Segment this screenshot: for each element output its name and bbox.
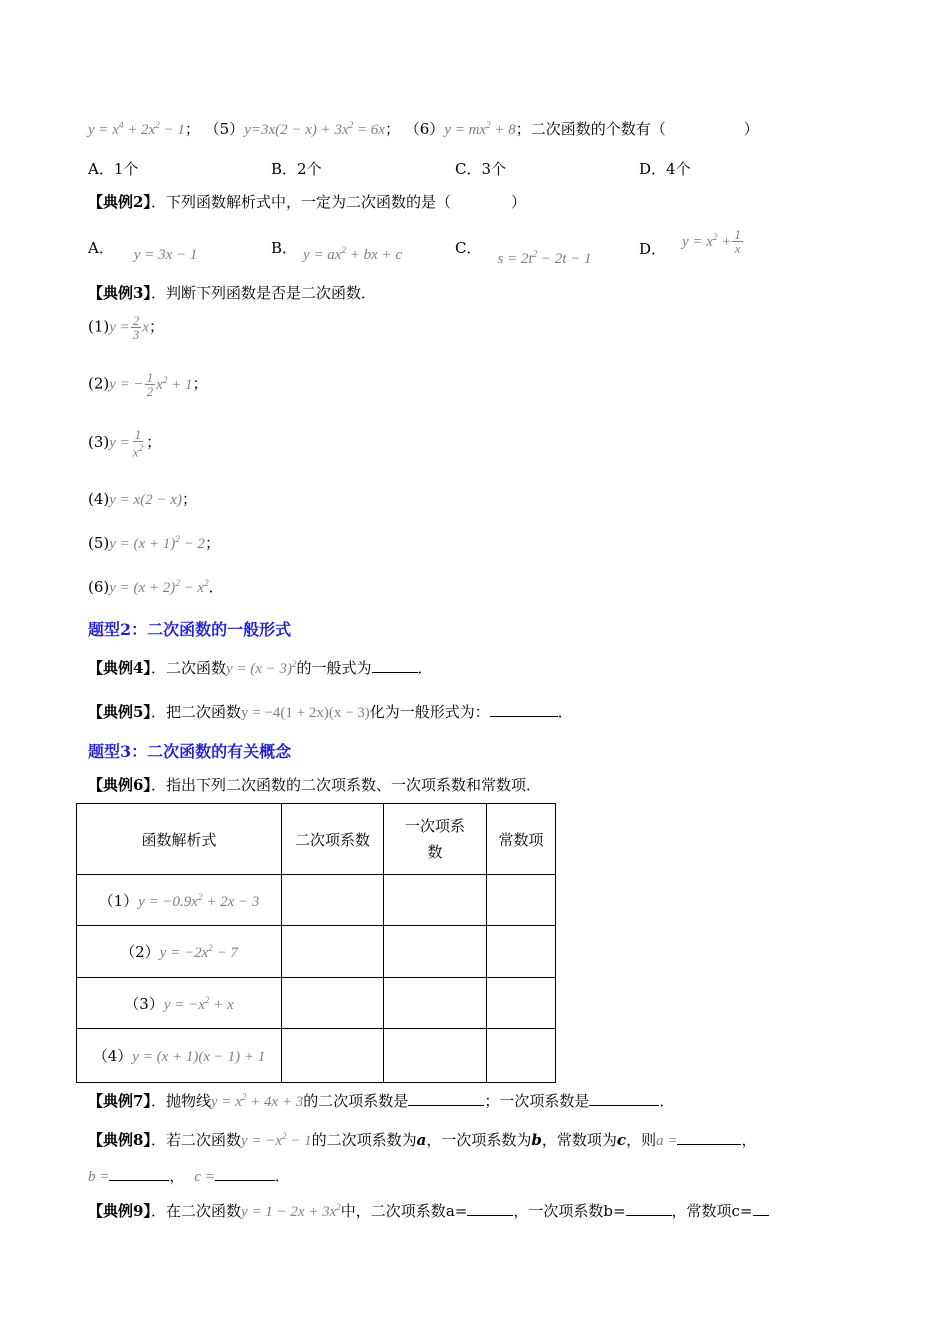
answer-blank[interactable] <box>626 1201 672 1216</box>
option-c: C．3个 <box>455 160 507 178</box>
example-4: 【典例4】．二次函数$y = (x - 3)^2$的一般式为 ． <box>88 659 433 677</box>
label-5: （5） <box>204 120 245 138</box>
answer-cell[interactable] <box>487 978 556 1029</box>
answer-blank[interactable] <box>490 702 558 717</box>
eq-4: $y = x^4 + 2x^2 - 1$ <box>88 120 185 138</box>
answer-blank[interactable] <box>753 1201 769 1216</box>
example-8-cont: b = ， c = ． <box>88 1167 290 1185</box>
answer-blank[interactable] <box>408 1091 484 1106</box>
table-row: $(2)y = -2x^2 - 7$ <box>77 926 556 978</box>
table-row: $(1)y = -0.9x^2 + 2x - 3$ <box>77 875 556 926</box>
answer-cell[interactable] <box>384 978 487 1029</box>
answer-cell[interactable] <box>487 926 556 978</box>
answer-blank[interactable] <box>677 1130 741 1145</box>
answer-blank[interactable] <box>467 1201 513 1216</box>
question-tail: ；二次函数的个数有（ <box>515 120 666 138</box>
header-quadratic-coef: 二次项系数 <box>282 804 384 875</box>
option-d: D．4个 <box>639 160 691 178</box>
ex3-item-4: (4)y = x(2 − x)； <box>88 490 197 508</box>
option-b: B．2个 <box>271 160 322 178</box>
example-8: 【典例8】．若二次函数$y = -x^2 - 1$的二次项系数为a，一次项系数为b，常数项为c，则a = ， <box>88 1131 757 1149</box>
header-linear-coef: 一次项系数 <box>384 804 487 875</box>
example-9: 【典例9】．在二次函数$y = 1 - 2x + 3x^2$中，二次项系数a= ，一次项系数b= ，常数项c= <box>88 1200 769 1221</box>
ex3-item-2: (2)y = − $\frac{1}{2}$ $x^2 + 1$； <box>88 370 208 399</box>
ex2-option-b: B． $y = ax^2$ + bx + c <box>271 239 403 263</box>
eq-6: $y = mx^2 + 8$ <box>444 120 516 138</box>
option-a: A．1个 <box>88 160 139 178</box>
answer-cell[interactable] <box>384 926 487 978</box>
ex3-item-5: $(5)y = (x + 1)^2 - 2$； <box>88 534 220 552</box>
ex2-option-c: C．$s = 2t^2 - 2t - 1$ <box>455 239 592 267</box>
ex3-item-3: (3)y = $\frac{1}{x^2}$ ； <box>88 427 162 460</box>
answer-cell[interactable] <box>384 1029 487 1083</box>
answer-cell[interactable] <box>487 875 556 926</box>
label-6: （6） <box>404 120 445 138</box>
answer-cell[interactable] <box>282 1029 384 1083</box>
example-tag: 【典例2】 <box>88 193 151 211</box>
answer-cell[interactable] <box>384 875 487 926</box>
sep: ； <box>184 120 200 138</box>
ex2-option-a: A． y = 3x − 1 <box>88 239 198 263</box>
answer-cell[interactable] <box>282 926 384 978</box>
ex3-item-1: (1)y = $\frac{2}{3}$ x； <box>88 313 164 342</box>
example-5: 【典例5】．把二次函数y = −4(1 + 2x)(x − 3)化为一般形式为： ． <box>88 703 573 721</box>
eq-5: $y=3x(2 - x) + 3x^2 = 6x$ <box>244 120 385 138</box>
ex3-item-6: $(6)y = (x + 2)^2 - x^2$． <box>88 578 224 596</box>
section-title-3: 题型3：二次函数的有关概念 <box>88 742 292 761</box>
answer-cell[interactable] <box>282 875 384 926</box>
prev-question-line: $y = x^4 + 2x^2 - 1$； $(5)y=3x(2 - x) + 3x^2 = 6x$； $(6)y = mx^2 + 8$；二次函数的个数有（ ） <box>88 120 759 138</box>
answer-blank[interactable] <box>215 1166 275 1181</box>
answer-blank[interactable] <box>372 658 418 673</box>
answer-blank[interactable] <box>589 1091 659 1106</box>
answer-cell[interactable] <box>487 1029 556 1083</box>
example-2: 【典例2】．下列函数解析式中，一定为二次函数的是（ ） <box>88 193 526 211</box>
section-title-2: 题型2：二次函数的一般形式 <box>88 620 292 639</box>
answer-cell[interactable] <box>282 978 384 1029</box>
ex2-option-d: D． $y = x^2$ + $\frac{1}{x}$ <box>639 227 741 258</box>
coefficient-table <box>76 803 556 1083</box>
example-7: 【典例7】．抛物线$y = x^2 + 4x + 3$的二次项系数是 ；一次项系数是 ． <box>88 1092 675 1110</box>
header-constant: 常数项 <box>487 804 556 875</box>
example-6: 【典例6】．指出下列二次函数的二次项系数、一次项系数和常数项． <box>88 776 541 794</box>
table-row: （4）y = (x + 1)(x − 1) + 1 <box>77 1029 556 1083</box>
answer-blank[interactable] <box>109 1166 169 1181</box>
table-row: $(3)y = -x^2 + x$ <box>77 978 556 1029</box>
example-3: 【典例3】．判断下列函数是否是二次函数． <box>88 284 376 302</box>
header-function: 函数解析式 <box>77 804 282 875</box>
